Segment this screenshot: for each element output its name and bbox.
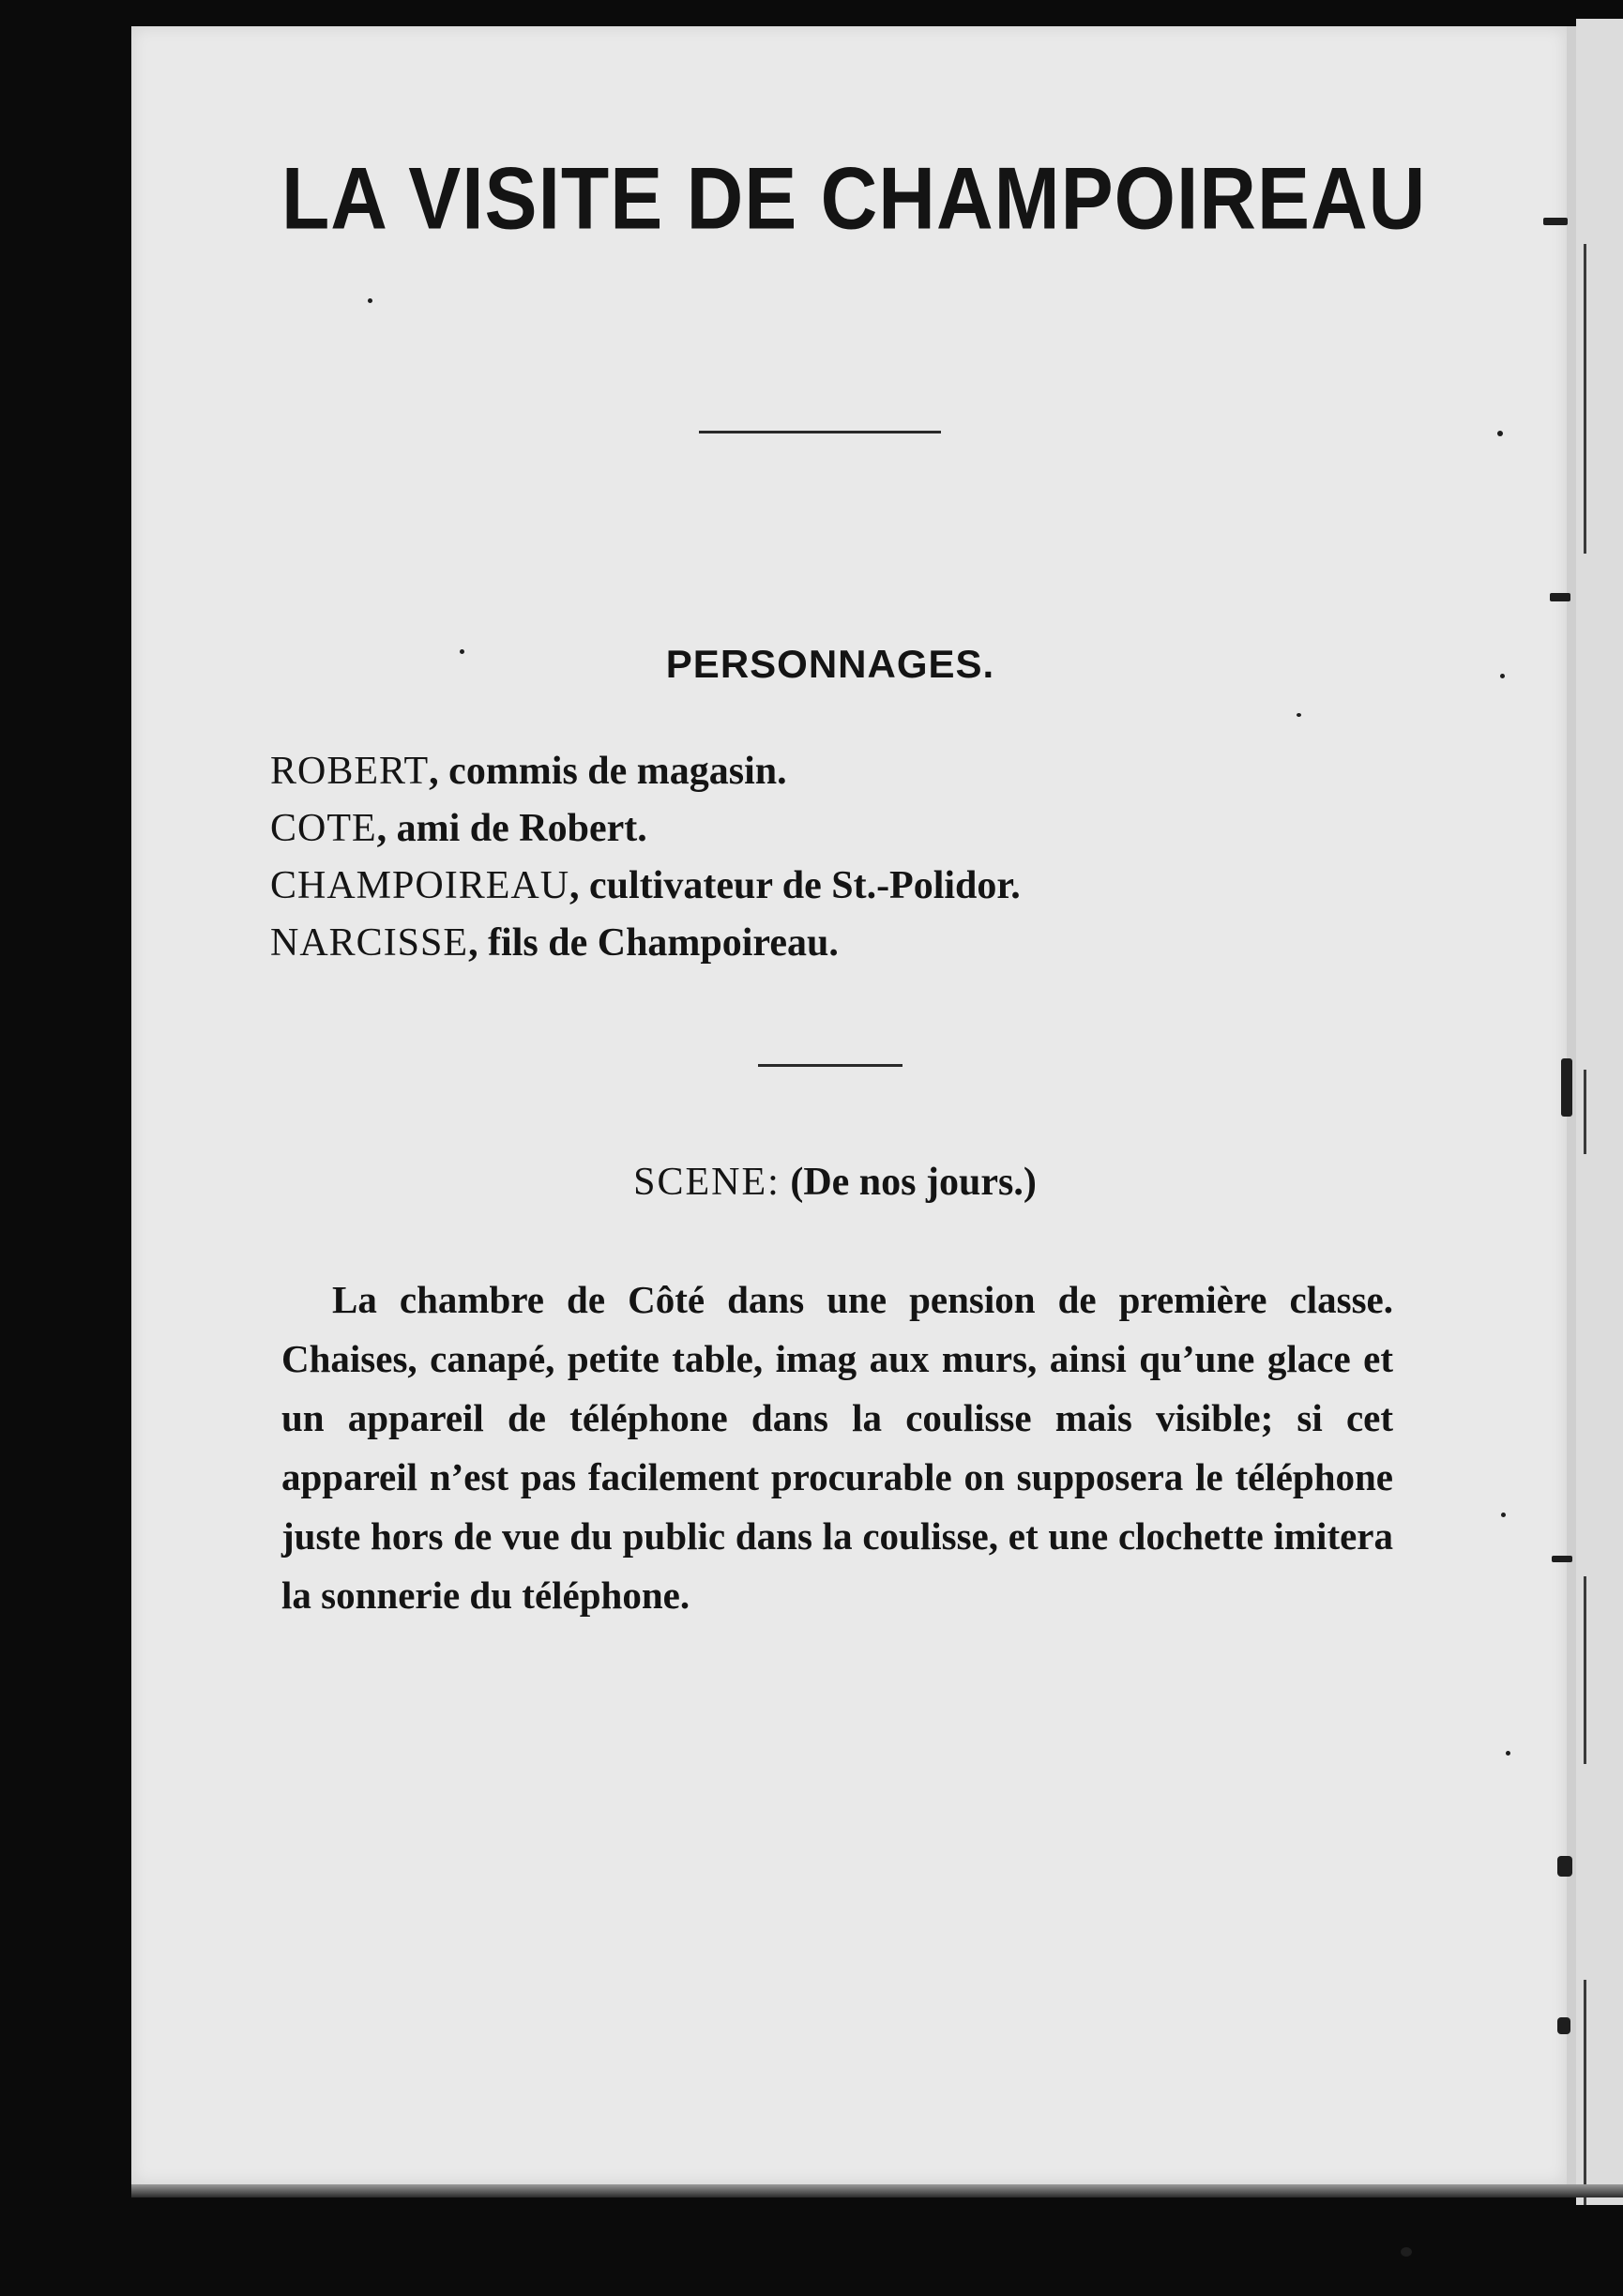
page-edge-mark [1584, 1980, 1586, 2205]
ink-speck [1500, 674, 1505, 678]
scene-description: La chambre de Côté dans une pension de première classe. Chaises, canapé, petite table, imag aux murs, ainsi qu’une glace et un appareil de téléphone dans la coulisse mais visible; si cet appareil n’est pas facilement procurable on supposera le téléphone juste hors de vue du public dans la coulisse, et une clochette imitera la sonnerie du téléphone. [281, 1278, 1393, 1617]
character-entry [270, 743, 1396, 800]
ink-speck [460, 649, 464, 654]
ink-speck [1506, 1751, 1510, 1756]
character-entry [270, 800, 1396, 858]
ink-speck [1552, 1556, 1572, 1562]
character-entry [270, 858, 1396, 915]
character-description: , commis de magasin. [429, 750, 787, 793]
ink-speck [1543, 218, 1568, 225]
character-name: ROBERT [270, 750, 430, 793]
character-name: COTE [270, 807, 377, 850]
character-name: NARCISSE [270, 921, 469, 965]
ink-speck [1561, 1058, 1572, 1117]
document-title: LA VISITE DE CHAMPOIREAU [281, 148, 1427, 248]
character-description: , fils de Champoireau. [468, 921, 839, 965]
character-description: , cultivateur de St.-Polidor. [569, 864, 1021, 907]
ink-speck [1497, 431, 1503, 436]
ink-speck [1557, 1856, 1572, 1877]
document-page [131, 26, 1576, 2184]
character-name: CHAMPOIREAU [270, 864, 570, 907]
section-divider [758, 1064, 903, 1067]
page-edge-mark [1584, 244, 1586, 554]
ink-speck [1297, 713, 1301, 717]
character-entry [270, 915, 1396, 972]
facing-page-edge [1576, 19, 1623, 2205]
scene-heading [375, 1154, 1295, 1210]
ink-speck [368, 298, 372, 303]
page-edge-mark [1584, 1576, 1586, 1764]
page-bottom-edge [131, 2184, 1623, 2197]
page-edge-mark [1584, 1070, 1586, 1154]
ink-speck [1550, 593, 1570, 601]
ink-speck [1501, 1513, 1506, 1517]
characters-heading: PERSONNAGES. [665, 642, 995, 686]
title-divider [699, 431, 941, 433]
scene-note: (De nos jours.) [790, 1161, 1037, 1204]
ink-speck [1557, 2017, 1570, 2034]
character-list [270, 743, 1396, 972]
ink-speck [1401, 2247, 1412, 2257]
character-description: , ami de Robert. [376, 807, 647, 850]
scene-label: SCENE: [633, 1161, 781, 1204]
